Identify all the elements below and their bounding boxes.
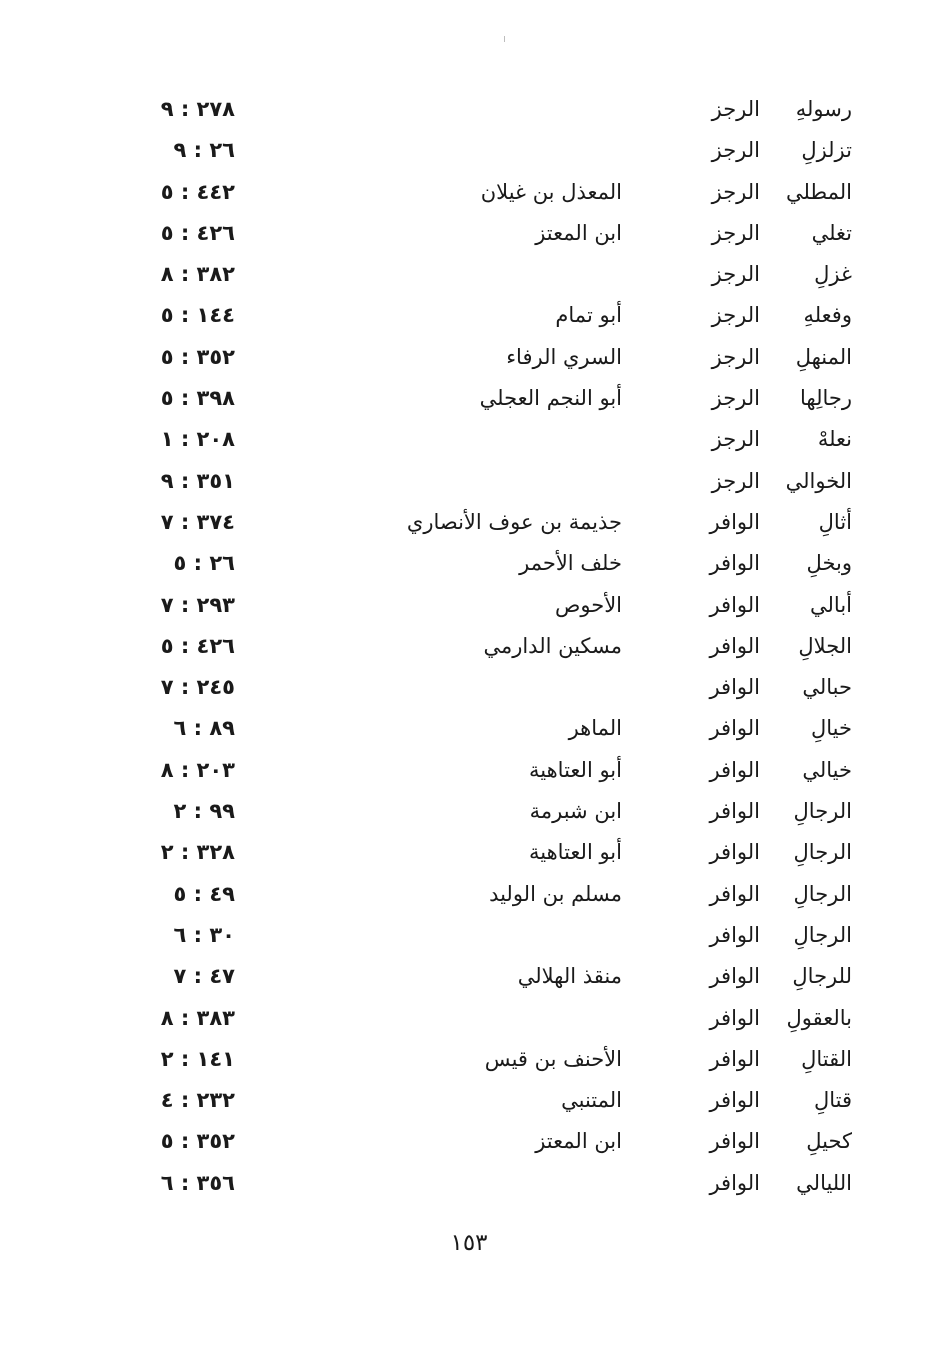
rhyme-word: وبخلِ: [806, 551, 852, 576]
table-row: [0, 627, 938, 668]
meter-name: الرجز: [711, 468, 760, 493]
volume-page-reference: ٣٧٤ : ٧: [160, 509, 235, 534]
table-row: [0, 1122, 938, 1163]
table-row: [0, 214, 938, 255]
rhyme-word: رجالِها: [800, 386, 852, 411]
volume-page-reference: ٢٦ : ٩: [173, 138, 235, 163]
volume-page-reference: ٢٠٨ : ١: [160, 427, 235, 452]
rhyme-word: للرجالِ: [792, 964, 852, 989]
volume-page-reference: ٢٤٥ : ٧: [160, 675, 235, 700]
table-row: [0, 379, 938, 420]
poet-name: ابن المعتز: [535, 220, 622, 245]
table-row: [0, 420, 938, 461]
table-row: [0, 173, 938, 214]
rhyme-word: الرجالِ: [793, 881, 852, 906]
meter-name: الوافر: [709, 1005, 760, 1030]
meter-name: الوافر: [709, 1046, 760, 1071]
volume-page-reference: ٣٢٨ : ٢: [160, 840, 235, 865]
meter-name: الرجز: [711, 220, 760, 245]
poet-name: المعذل بن غيلان: [480, 179, 622, 204]
poet-name: المتنبي: [561, 1088, 622, 1113]
volume-page-reference: ١٤١ : ٢: [160, 1046, 235, 1071]
volume-page-reference: ٢٣٢ : ٤: [160, 1088, 235, 1113]
rhyme-word: الرجالِ: [793, 840, 852, 865]
volume-page-reference: ١٤٤ : ٥: [160, 303, 235, 328]
meter-name: الوافر: [709, 633, 760, 658]
table-row: [0, 503, 938, 544]
volume-page-reference: ٣٥٢ : ٥: [160, 1129, 235, 1154]
table-row: [0, 957, 938, 998]
rhyme-word: الجلالِ: [798, 633, 852, 658]
rhyme-word: خيالي: [802, 757, 852, 782]
poet-name: أبو العتاهية: [529, 757, 622, 782]
rhyme-word: أثالِ: [818, 509, 852, 534]
volume-page-reference: ٢٠٣ : ٨: [160, 757, 235, 782]
poet-name: منقذ الهلالي: [517, 964, 622, 989]
meter-name: الوافر: [709, 1088, 760, 1113]
table-row: [0, 1040, 938, 1081]
table-row: [0, 544, 938, 585]
rhyme-word: رسولهِ: [795, 97, 852, 121]
volume-page-reference: ٣٨٢ : ٨: [160, 262, 235, 287]
meter-name: الوافر: [709, 1129, 760, 1154]
rhyme-word: خيالِ: [811, 716, 852, 741]
meter-name: الرجز: [711, 386, 760, 411]
meter-name: الوافر: [709, 1170, 760, 1195]
rhyme-word: بالعقولِ: [786, 1005, 852, 1030]
rhyme-index-table: [0, 90, 938, 1205]
poet-name: أبو تمام: [555, 303, 622, 328]
table-row: [0, 586, 938, 627]
poet-name: ابن المعتز: [535, 1129, 622, 1154]
volume-page-reference: ٢٩٣ : ٧: [160, 592, 235, 617]
rhyme-word: أبالي: [810, 592, 852, 617]
scan-mark: [504, 36, 505, 42]
meter-name: الوافر: [709, 592, 760, 617]
table-row: [0, 131, 938, 172]
rhyme-word: تغلي: [811, 220, 852, 245]
table-row: [0, 1164, 938, 1205]
table-row: [0, 338, 938, 379]
table-row: [0, 462, 938, 503]
table-row: [0, 792, 938, 833]
volume-page-reference: ٢٧٨ : ٩: [160, 97, 235, 121]
meter-name: الوافر: [709, 964, 760, 989]
rhyme-word: الرجالِ: [793, 799, 852, 824]
volume-page-reference: ٣٥٢ : ٥: [160, 344, 235, 369]
poet-name: السري الرفاء: [506, 344, 622, 369]
rhyme-word: القتالِ: [801, 1046, 852, 1071]
meter-name: الرجز: [711, 303, 760, 328]
meter-name: الوافر: [709, 757, 760, 782]
table-row: [0, 1081, 938, 1122]
poet-name: الماهر: [568, 716, 622, 741]
table-row: [0, 90, 938, 131]
rhyme-word: المنهلِ: [795, 344, 852, 369]
poet-name: أبو العتاهية: [529, 840, 622, 865]
meter-name: الرجز: [711, 179, 760, 204]
meter-name: الرجز: [711, 427, 760, 452]
poet-name: الأحنف بن قيس: [484, 1046, 622, 1071]
volume-page-reference: ٣٥٦ : ٦: [160, 1170, 235, 1195]
meter-name: الرجز: [711, 344, 760, 369]
table-row: [0, 833, 938, 874]
rhyme-word: الليالي: [796, 1170, 852, 1195]
poet-name: أبو النجم العجلي: [479, 386, 622, 411]
table-row: [0, 875, 938, 916]
poet-name: الأحوص: [554, 592, 622, 617]
meter-name: الوافر: [709, 799, 760, 824]
poet-name: خلف الأحمر: [519, 551, 622, 576]
rhyme-word: حبالي: [802, 675, 852, 700]
volume-page-reference: ٣٠ : ٦: [173, 922, 235, 947]
rhyme-word: الرجالِ: [793, 922, 852, 947]
poet-name: ابن شبرمة: [529, 799, 622, 824]
volume-page-reference: ٤٢٦ : ٥: [160, 633, 235, 658]
poet-name: جذيمة بن عوف الأنصاري: [406, 509, 622, 534]
table-row: [0, 296, 938, 337]
meter-name: الوافر: [709, 675, 760, 700]
meter-name: الوافر: [709, 716, 760, 741]
table-row: [0, 709, 938, 750]
table-row: [0, 916, 938, 957]
meter-name: الوافر: [709, 509, 760, 534]
volume-page-reference: ٩٩ : ٢: [173, 799, 235, 824]
meter-name: الوافر: [709, 922, 760, 947]
rhyme-word: غزلِ: [814, 262, 852, 287]
meter-name: الرجز: [711, 97, 760, 121]
volume-page-reference: ٨٩ : ٦: [173, 716, 235, 741]
meter-name: الرجز: [711, 262, 760, 287]
meter-name: الرجز: [711, 138, 760, 163]
poet-name: مسلم بن الوليد: [489, 881, 622, 906]
rhyme-word: المطلي: [785, 179, 852, 204]
page-number: ١٥٣: [450, 1230, 488, 1256]
volume-page-reference: ٣٨٣ : ٨: [160, 1005, 235, 1030]
volume-page-reference: ٤٤٢ : ٥: [160, 179, 235, 204]
poet-name: مسكين الدارمي: [483, 633, 622, 658]
meter-name: الوافر: [709, 551, 760, 576]
volume-page-reference: ٤٢٦ : ٥: [160, 220, 235, 245]
rhyme-word: كحيلِ: [806, 1129, 852, 1154]
table-row: [0, 255, 938, 296]
volume-page-reference: ٣٥١ : ٩: [160, 468, 235, 493]
table-row: [0, 668, 938, 709]
volume-page-reference: ٤٩ : ٥: [173, 881, 235, 906]
rhyme-word: الخوالي: [785, 468, 852, 493]
volume-page-reference: ٣٩٨ : ٥: [160, 386, 235, 411]
table-row: [0, 751, 938, 792]
table-row: [0, 999, 938, 1040]
meter-name: الوافر: [709, 840, 760, 865]
volume-page-reference: ٤٧ : ٧: [173, 964, 235, 989]
rhyme-word: وفعلهِ: [803, 303, 852, 328]
rhyme-word: نعلهْ: [817, 427, 852, 452]
volume-page-reference: ٢٦ : ٥: [173, 551, 235, 576]
rhyme-word: تزلزلِ: [801, 138, 852, 163]
rhyme-word: قتالِ: [813, 1088, 852, 1113]
meter-name: الوافر: [709, 881, 760, 906]
